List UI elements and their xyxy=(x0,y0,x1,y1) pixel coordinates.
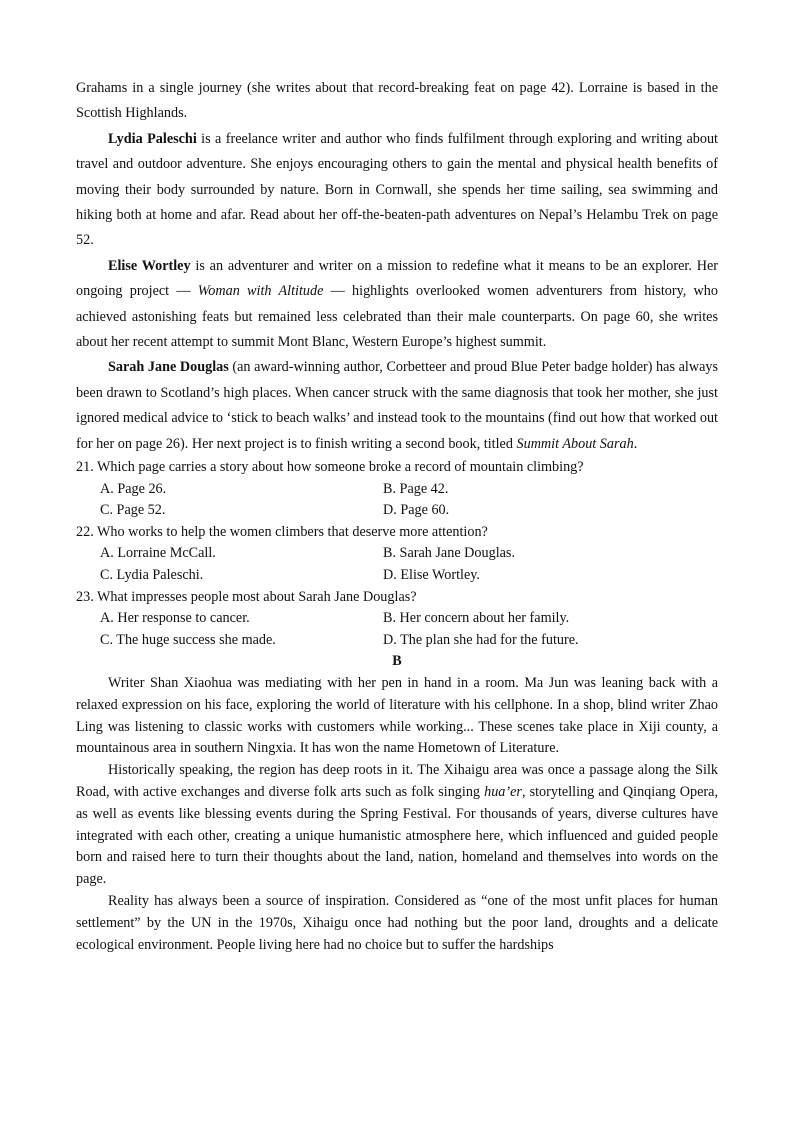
section-heading: B xyxy=(392,653,402,670)
option-a: A. Page 26. xyxy=(100,480,167,497)
question-options xyxy=(76,608,718,651)
paragraph-text: Reality has always been a source of inspiration. Considered as “one of the most unfit places for human settlement” by the UN in the 1970s, Xihaigu once had nothing but the poor land, droughts and a delicate ecological environment. People living here had no choice but to suffer the hardships xyxy=(76,893,718,953)
paragraph-text: . xyxy=(633,435,638,452)
option-c: C. The huge success she made. xyxy=(100,631,276,648)
question-options xyxy=(76,543,718,586)
question-stem: 23. What impresses people most about Sarah Jane Douglas? xyxy=(76,588,417,605)
question-options xyxy=(76,479,718,522)
project-title: Woman with Altitude xyxy=(197,283,324,300)
document-page xyxy=(76,76,718,956)
question-23 xyxy=(76,587,718,652)
author-name: Lydia Paleschi xyxy=(108,130,197,147)
paragraph-elise-wortley xyxy=(76,254,718,356)
option-d: D. The plan she had for the future. xyxy=(383,631,579,648)
paragraph-text: , storytelling and Qinqiang Opera, as well as events like blessing events during the Spring Festival. For thousands of years, diverse cultures have integrated with each other, creating a unique humanistic atmosphere here, which influenced and guided people born and raised here to turn their thoughts about the land, nation, homeland and themselves into words on the page. xyxy=(76,784,718,888)
option-c: C. Page 52. xyxy=(100,502,166,519)
paragraph-text: (an award-winning author, Corbetteer and proud Blue Peter badge holder) has always been drawn to Scotland’s high places. When cancer struck with the same diagnosis that took her mother, she just ignored medical advice to ‘stick to beach walks’ and instead took to the mountains (find out how that worked out for her on page 26). Her next project is to finish writing a second book, titled xyxy=(76,359,718,452)
option-c: C. Lydia Paleschi. xyxy=(100,567,204,584)
paragraph-text: Historically speaking, the region has deep roots in it. The Xihaigu area was once a passage along the Silk Road, with active exchanges and diverse folk arts such as folk singing xyxy=(76,762,718,801)
author-name: Sarah Jane Douglas xyxy=(108,359,229,376)
book-title: Summit About Sarah xyxy=(516,435,634,452)
option-a: A. Lorraine McCall. xyxy=(100,545,216,562)
paragraph-text: is an adventurer and writer on a mission to redefine what it means to be an explorer. Her ongoing project — xyxy=(76,257,718,300)
paragraph-history xyxy=(76,760,718,891)
paragraph-text: Writer Shan Xiaohua was mediating with her pen in hand in a room. Ma Jun was leaning back with a relaxed expression on his face, exploring the world of literature with his cellphone. In a shop, blind writer Zhao Ling was listening to classic works with customers while working... These scenes take place in Xiji county, a mountainous area in southern Ningxia. It has won the name Hometown of Literature. xyxy=(76,675,718,757)
paragraph-text: is a freelance writer and author who finds fulfilment through exploring and writing about travel and outdoor adventure. She enjoys encouraging others to gain the mental and physical health benefits of moving their body surrounded by nature. Born in Cornwall, she spends her time sailing, sea swimming and hiking both at home and afar. Read about her off-the-beaten-path adventures on Nepal’s Helambu Trek on page 52. xyxy=(76,130,718,249)
option-a: A. Her response to cancer. xyxy=(100,610,250,627)
author-name: Elise Wortley xyxy=(108,257,191,274)
paragraph-reality xyxy=(76,891,718,956)
question-22 xyxy=(76,522,718,587)
question-stem: 22. Who works to help the women climbers that deserve more attention? xyxy=(76,523,488,540)
question-stem: 21. Which page carries a story about how someone broke a record of mountain climbing? xyxy=(76,459,584,476)
paragraph-writers-scene xyxy=(76,673,718,760)
option-d: D. Elise Wortley. xyxy=(383,567,480,584)
paragraph-sarah-jane-douglas xyxy=(76,355,718,457)
paragraph-lorraine-end xyxy=(76,76,718,127)
option-b: B. Page 42. xyxy=(383,480,449,497)
option-b: B. Her concern about her family. xyxy=(383,610,570,627)
option-d: D. Page 60. xyxy=(383,502,450,519)
question-21 xyxy=(76,457,718,522)
paragraph-text: Grahams in a single journey (she writes about that record-breaking feat on page 42). Lorraine is based in the Scottish Highlands. xyxy=(76,80,718,122)
paragraph-lydia-paleschi xyxy=(76,127,718,254)
paragraph-text: — highlights overlooked women adventurers from history, who achieved astonishing feats but remained less celebrated than their male counterparts. On page 60, she writes about her recent attempt to summit Mont Blanc, Western Europe’s highest summit. xyxy=(76,283,718,351)
folk-art-term: hua’er xyxy=(484,784,522,801)
option-b: B. Sarah Jane Douglas. xyxy=(383,545,515,562)
